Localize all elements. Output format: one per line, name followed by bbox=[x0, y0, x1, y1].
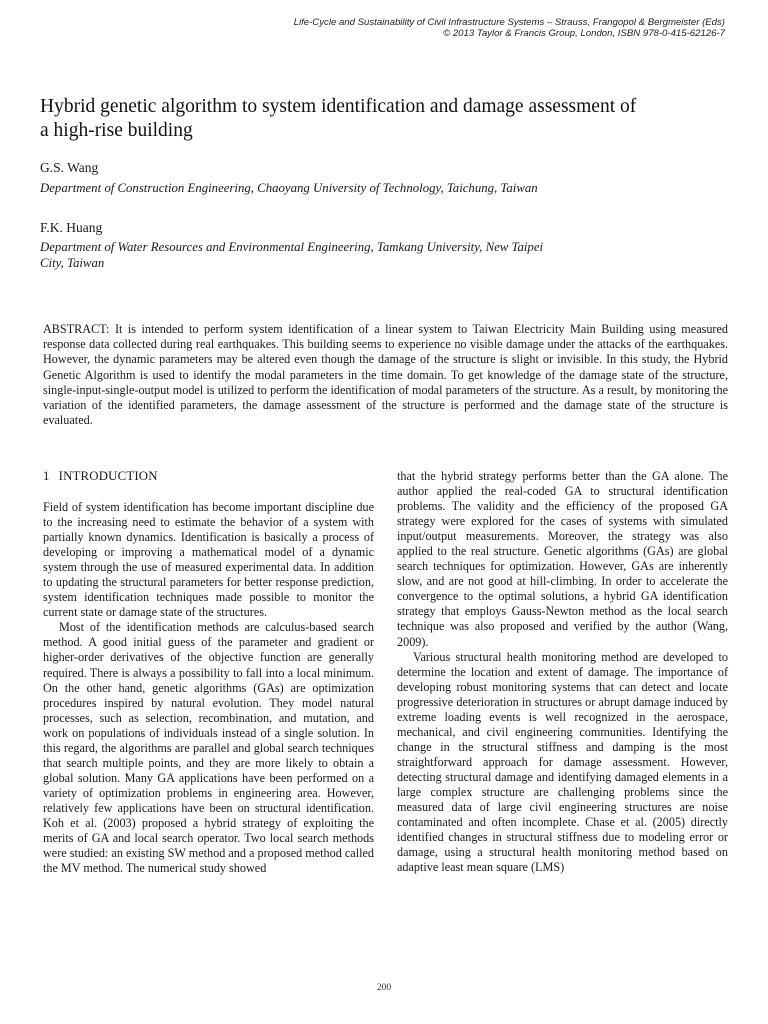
left-column bbox=[43, 469, 374, 876]
paper-title: Hybrid genetic algorithm to system identification and damage assessment of a high-rise building bbox=[40, 96, 637, 141]
author-name: G.S. Wang bbox=[40, 160, 99, 175]
running-header bbox=[294, 17, 725, 39]
paragraph: Field of system identification has become important discipline due to the increasing need to estimate the behavior of a system with partially known dynamics. Identification is basically a process of developing or improving a mathematical model of a dynamic system through the use of measured experimental data. In addition to updating the structural parameters for better response prediction, system identification techniques made possible to monitor the current state or damage state of the structures. bbox=[43, 500, 374, 620]
author-affiliation: Department of Construction Engineering, Chaoyang University of Technology, Taichung, Taiwan bbox=[40, 181, 538, 195]
header-line-1: Life-Cycle and Sustainability of Civil Infrastructure Systems – Strauss, Frangopol & Bergmeister (Eds) bbox=[293, 17, 725, 28]
paragraph: that the hybrid strategy performs better than the GA alone. The author applied the real-coded GA to structural identification problems. The validity and the efficiency of the proposed GA strategy were explored for the cases of systems with simulated input/output measurements. Moreover, the strategy was also applied to the real structure. Genetic algorithms (GAs) are global search techniques for optimization. However, GAs are inherently slow, and are not good at hill-climbing. In order to accelerate the convergence to the optimal solutions, a hybrid GA identification strategy that employs Gauss-Newton method as the local search technique was also proposed and verified by the author (Wang, 2009). bbox=[397, 469, 728, 649]
section-heading bbox=[43, 469, 374, 484]
paragraph: Most of the identification methods are calculus-based search method. A good initial guess of the parameter and gradient or higher-order derivatives of the objective function are generally required. There is always a possibility to fall into a local minimum. On the other hand, genetic algorithms (GAs) are optimization procedures inspired by natural evolution. They model natural processes, such as selection, recombination, and mutation, and work on populations of individuals instead of a single solution. In this regard, the algorithms are parallel and global search techniques that search multiple points, and they are more likely to obtain a global solution. Many GA applications have been performed on a variety of optimization problems in engineering area. However, relatively few applications have been on structural identification. Koh et al. (2003) proposed a hybrid strategy of exploiting the merits of GA and local search operator. Two local search methods were studied: an existing SW method and a proposed method called the MV method. The numerical study showed bbox=[43, 620, 374, 876]
author-affiliation: Department of Water Resources and Environmental Engineering, Tamkang University, New Taipei City, Taiwan bbox=[40, 240, 544, 270]
right-column bbox=[397, 469, 728, 875]
section-number: 1 bbox=[43, 469, 50, 483]
section-title: INTRODUCTION bbox=[58, 469, 158, 483]
abstract: ABSTRACT: It is intended to perform system identification of a linear system to Taiwan Electricity Main Building using measured response data collected during real earthquakes. This building seems to experience no visible damage under the attacks of the earthquakes. However, the dynamic parameters may be altered even though the damage of the structure is slight or invisible. In this study, the Hybrid Genetic Algorithm is used to identify the modal parameters in the time domain. To get knowledge of the damage state of the structure, single-input-single-output model is utilized to perform the identification of modal parameters of the structure. As a result, by monitoring the variation of the identified parameters, the damage assessment of the structure is performed and the damage state of the structure is evaluated. bbox=[43, 322, 728, 428]
paragraph: Various structural health monitoring method are developed to determine the location and extent of damage. The importance of developing robust monitoring systems that can detect and locate progressive deterioration in structures or abrupt damage induced by extreme loading events is well recognized in the aerospace, mechanical, and civil engineering communities. Identifying the change in the structural stiffness and damping is the most straightforward approach for damage assessment. However, detecting structural damage and identifying damaged elements in a large complex structure are challenging problems since the measured data of large civil engineering structures are noise contaminated and often incomplete. Chase et al. (2005) directly identified changes in structural stiffness due to modeling error or damage, using a structural health monitoring method based on adaptive least mean square (LMS) bbox=[397, 649, 728, 875]
page-number: 200 bbox=[376, 983, 392, 993]
header-line-2: © 2013 Taylor & Francis Group, London, ISBN 978-0-415-62126-7 bbox=[443, 28, 725, 39]
author-name: F.K. Huang bbox=[40, 220, 103, 235]
